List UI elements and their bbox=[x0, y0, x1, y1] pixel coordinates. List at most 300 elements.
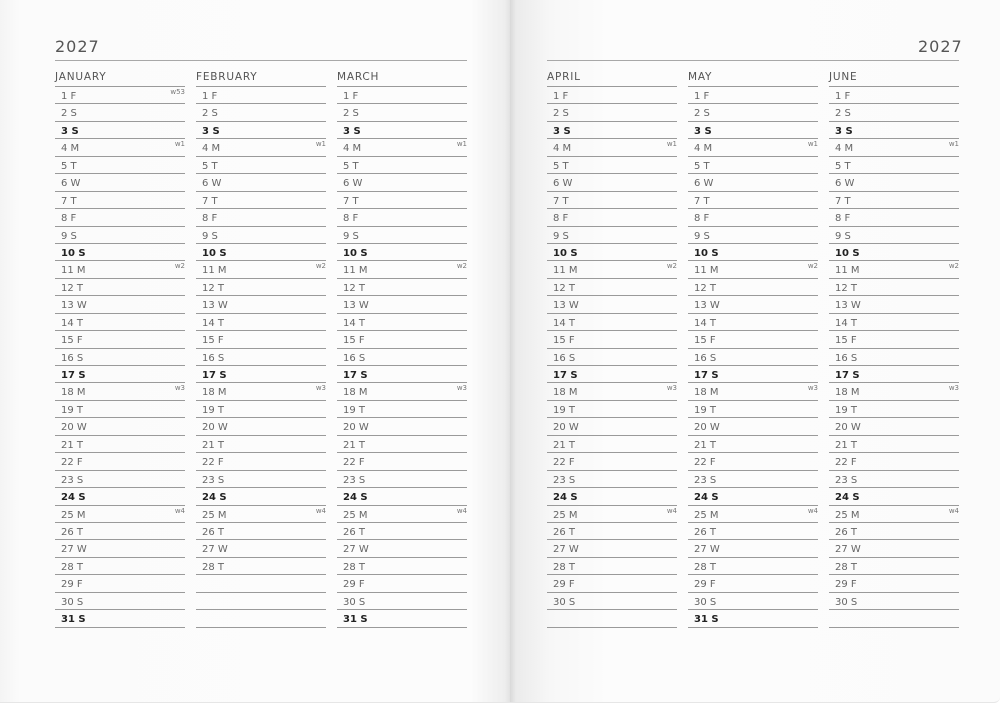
day-row bbox=[337, 348, 467, 365]
day-label: 11 M bbox=[553, 265, 578, 277]
day-label: 28 T bbox=[694, 561, 717, 573]
week-number: w53 bbox=[170, 88, 185, 96]
day-row bbox=[829, 417, 959, 434]
week-number: w3 bbox=[174, 384, 185, 393]
day-label: 28 T bbox=[835, 561, 858, 573]
week-number: w4 bbox=[807, 506, 818, 515]
day-label: 25 M bbox=[835, 509, 860, 521]
day-label: 27 W bbox=[694, 544, 720, 556]
week-number: w3 bbox=[315, 384, 326, 393]
day-label: 4 M bbox=[694, 143, 713, 155]
day-row bbox=[337, 103, 467, 120]
day-row bbox=[829, 609, 959, 626]
day-label: 3 S bbox=[202, 125, 220, 137]
day-label: 27 W bbox=[553, 544, 579, 556]
day-label: 22 F bbox=[835, 457, 857, 469]
day-row bbox=[688, 505, 818, 522]
day-label: 6 W bbox=[694, 178, 714, 190]
day-row bbox=[196, 574, 326, 591]
day-label: 25 M bbox=[694, 509, 719, 521]
day-row bbox=[55, 295, 185, 312]
day-row bbox=[547, 574, 677, 591]
day-label: 22 F bbox=[694, 457, 716, 469]
day-row bbox=[547, 138, 677, 155]
day-row bbox=[829, 435, 959, 452]
day-label: 9 S bbox=[694, 230, 710, 242]
day-label: 21 T bbox=[61, 439, 84, 451]
day-row bbox=[688, 330, 818, 347]
week-number: w3 bbox=[456, 384, 467, 393]
day-label: 29 F bbox=[553, 579, 575, 591]
day-label: 14 T bbox=[835, 317, 858, 329]
day-row bbox=[337, 505, 467, 522]
day-row bbox=[547, 348, 677, 365]
day-row bbox=[547, 226, 677, 243]
day-label: 21 T bbox=[202, 439, 225, 451]
day-row bbox=[547, 470, 677, 487]
day-label: 5 T bbox=[61, 160, 77, 172]
day-row bbox=[55, 173, 185, 190]
day-label: 4 M bbox=[61, 143, 80, 155]
day-row bbox=[337, 313, 467, 330]
day-label: 24 S bbox=[553, 492, 578, 504]
day-row bbox=[547, 609, 677, 626]
day-row bbox=[829, 522, 959, 539]
day-label: 11 M bbox=[343, 265, 368, 277]
day-row bbox=[688, 400, 818, 417]
day-label: 4 M bbox=[343, 143, 362, 155]
day-row bbox=[55, 505, 185, 522]
day-label: 21 T bbox=[343, 439, 366, 451]
day-row bbox=[688, 539, 818, 556]
day-label: 13 W bbox=[61, 300, 87, 312]
day-row bbox=[55, 121, 185, 138]
day-list bbox=[196, 86, 326, 628]
day-label: 28 T bbox=[343, 561, 366, 573]
day-row bbox=[829, 539, 959, 556]
day-row bbox=[547, 487, 677, 504]
day-row bbox=[337, 260, 467, 277]
week-number: w2 bbox=[807, 262, 818, 271]
day-row bbox=[829, 592, 959, 609]
day-row bbox=[55, 191, 185, 208]
day-label: 16 S bbox=[343, 352, 366, 364]
day-label: 27 W bbox=[202, 544, 228, 556]
day-row bbox=[688, 295, 818, 312]
day-row bbox=[547, 295, 677, 312]
day-label: 20 W bbox=[202, 422, 228, 434]
day-label: 18 M bbox=[694, 387, 719, 399]
week-number: w4 bbox=[315, 506, 326, 515]
day-label: 10 S bbox=[343, 247, 368, 259]
day-row bbox=[196, 382, 326, 399]
day-row bbox=[688, 452, 818, 469]
day-row bbox=[547, 330, 677, 347]
day-row bbox=[55, 138, 185, 155]
day-label: 11 M bbox=[202, 265, 227, 277]
day-row bbox=[55, 609, 185, 626]
day-row bbox=[196, 452, 326, 469]
day-row bbox=[337, 191, 467, 208]
day-label: 16 S bbox=[61, 352, 84, 364]
day-row bbox=[196, 609, 326, 626]
day-row bbox=[829, 191, 959, 208]
day-row bbox=[55, 103, 185, 120]
day-label: 26 T bbox=[202, 526, 225, 538]
day-label: 30 S bbox=[61, 596, 84, 608]
day-row bbox=[547, 435, 677, 452]
day-label: 19 T bbox=[553, 404, 576, 416]
day-row bbox=[547, 452, 677, 469]
day-label: 14 T bbox=[694, 317, 717, 329]
day-row bbox=[55, 487, 185, 504]
day-row bbox=[337, 435, 467, 452]
day-row bbox=[196, 417, 326, 434]
day-row bbox=[196, 522, 326, 539]
day-label: 23 S bbox=[694, 474, 717, 486]
day-row bbox=[547, 313, 677, 330]
day-row bbox=[337, 470, 467, 487]
day-label: 28 T bbox=[553, 561, 576, 573]
day-row bbox=[196, 156, 326, 173]
day-row bbox=[688, 382, 818, 399]
day-row bbox=[688, 260, 818, 277]
day-label: 1 F bbox=[553, 91, 569, 102]
month-bottom-rule bbox=[547, 627, 677, 628]
day-label: 13 W bbox=[343, 300, 369, 312]
day-row bbox=[547, 156, 677, 173]
day-label: 5 T bbox=[202, 160, 218, 172]
week-number: w3 bbox=[666, 384, 677, 393]
day-label: 26 T bbox=[343, 526, 366, 538]
day-label: 7 T bbox=[553, 195, 569, 207]
day-row bbox=[829, 138, 959, 155]
day-label: 3 S bbox=[343, 125, 361, 137]
day-row bbox=[337, 208, 467, 225]
day-row bbox=[196, 313, 326, 330]
day-row bbox=[196, 365, 326, 382]
day-label: 14 T bbox=[202, 317, 225, 329]
day-row bbox=[337, 609, 467, 626]
day-label: 30 S bbox=[343, 596, 366, 608]
day-label: 23 S bbox=[553, 474, 576, 486]
day-label: 18 M bbox=[835, 387, 860, 399]
week-number: w4 bbox=[948, 506, 959, 515]
day-label: 15 F bbox=[553, 335, 575, 347]
day-row bbox=[55, 592, 185, 609]
day-label: 12 T bbox=[202, 282, 225, 294]
day-row bbox=[547, 382, 677, 399]
day-row bbox=[829, 348, 959, 365]
month-bottom-rule bbox=[829, 627, 959, 628]
day-label: 9 S bbox=[343, 230, 359, 242]
day-label: 14 T bbox=[343, 317, 366, 329]
day-label: 29 F bbox=[61, 579, 83, 591]
day-row bbox=[55, 348, 185, 365]
day-row bbox=[55, 382, 185, 399]
day-row bbox=[829, 574, 959, 591]
day-row bbox=[55, 243, 185, 260]
day-label: 23 S bbox=[61, 474, 84, 486]
day-label: 28 T bbox=[61, 561, 84, 573]
day-row bbox=[55, 278, 185, 295]
day-label: 14 T bbox=[61, 317, 84, 329]
day-label: 6 W bbox=[343, 178, 363, 190]
week-number: w4 bbox=[666, 506, 677, 515]
day-row bbox=[829, 400, 959, 417]
month-name: MARCH bbox=[337, 71, 380, 83]
day-label: 4 M bbox=[835, 143, 854, 155]
day-row bbox=[337, 243, 467, 260]
day-label: 12 T bbox=[835, 282, 858, 294]
day-row bbox=[688, 121, 818, 138]
day-label: 15 F bbox=[343, 335, 365, 347]
day-label: 29 F bbox=[835, 579, 857, 591]
day-row bbox=[55, 208, 185, 225]
day-row bbox=[196, 470, 326, 487]
day-label: 9 S bbox=[61, 230, 77, 242]
day-row bbox=[547, 505, 677, 522]
day-row bbox=[196, 539, 326, 556]
day-row bbox=[829, 487, 959, 504]
day-row bbox=[829, 121, 959, 138]
day-label: 11 M bbox=[694, 265, 719, 277]
day-row bbox=[829, 505, 959, 522]
day-row bbox=[829, 86, 959, 103]
day-label: 31 S bbox=[694, 614, 719, 626]
day-row bbox=[55, 86, 185, 103]
day-label: 2 S bbox=[343, 108, 359, 120]
day-row bbox=[829, 295, 959, 312]
day-label: 10 S bbox=[202, 247, 227, 259]
month-name: JUNE bbox=[829, 71, 858, 83]
day-label: 10 S bbox=[553, 247, 578, 259]
day-row bbox=[688, 522, 818, 539]
day-row bbox=[829, 452, 959, 469]
day-row bbox=[196, 400, 326, 417]
day-row bbox=[547, 208, 677, 225]
day-label: 8 F bbox=[343, 213, 359, 225]
day-label: 27 W bbox=[61, 544, 87, 556]
day-row bbox=[547, 260, 677, 277]
day-label: 17 S bbox=[835, 370, 860, 381]
day-label: 5 T bbox=[553, 160, 569, 172]
day-label: 24 S bbox=[694, 492, 719, 504]
day-label: 4 M bbox=[553, 143, 572, 155]
day-label: 30 S bbox=[553, 596, 576, 608]
day-label: 23 S bbox=[343, 474, 366, 486]
day-label: 13 W bbox=[694, 300, 720, 312]
year-divider-left bbox=[55, 60, 467, 61]
day-label: 12 T bbox=[343, 282, 366, 294]
day-label: 22 F bbox=[553, 457, 575, 469]
day-label: 11 M bbox=[835, 265, 860, 277]
week-number: w4 bbox=[174, 506, 185, 515]
day-row bbox=[55, 557, 185, 574]
day-label: 6 W bbox=[202, 178, 222, 190]
day-label: 2 S bbox=[553, 108, 569, 120]
day-row bbox=[337, 278, 467, 295]
day-row bbox=[829, 260, 959, 277]
day-row bbox=[688, 487, 818, 504]
week-number: w2 bbox=[456, 262, 467, 271]
day-row bbox=[196, 173, 326, 190]
day-list bbox=[337, 86, 467, 628]
day-row bbox=[55, 260, 185, 277]
day-label: 24 S bbox=[835, 492, 860, 504]
day-label: 10 S bbox=[61, 247, 86, 259]
day-label: 21 T bbox=[553, 439, 576, 451]
day-label: 26 T bbox=[553, 526, 576, 538]
day-row bbox=[337, 592, 467, 609]
day-row bbox=[688, 243, 818, 260]
day-row bbox=[337, 487, 467, 504]
week-number: w2 bbox=[666, 262, 677, 271]
day-label: 17 S bbox=[343, 370, 368, 381]
day-label: 24 S bbox=[343, 492, 368, 504]
day-label: 2 S bbox=[694, 108, 710, 120]
month-column-june bbox=[829, 69, 959, 628]
day-row bbox=[337, 86, 467, 103]
day-row bbox=[829, 557, 959, 574]
day-label: 26 T bbox=[835, 526, 858, 538]
day-label: 8 F bbox=[835, 213, 851, 225]
day-row bbox=[55, 365, 185, 382]
year-divider-right bbox=[547, 60, 959, 61]
day-row bbox=[547, 191, 677, 208]
day-row bbox=[196, 191, 326, 208]
week-number: w4 bbox=[456, 506, 467, 515]
day-row bbox=[337, 226, 467, 243]
day-label: 3 S bbox=[553, 125, 571, 137]
day-label: 15 F bbox=[835, 335, 857, 347]
month-column-may bbox=[688, 69, 818, 628]
day-row bbox=[55, 330, 185, 347]
day-row bbox=[688, 470, 818, 487]
day-label: 12 T bbox=[553, 282, 576, 294]
day-label: 10 S bbox=[694, 247, 719, 259]
day-label: 16 S bbox=[835, 352, 858, 364]
day-label: 4 M bbox=[202, 143, 221, 155]
day-label: 22 F bbox=[343, 457, 365, 469]
day-row bbox=[55, 226, 185, 243]
day-label: 24 S bbox=[61, 492, 86, 504]
day-label: 29 F bbox=[343, 579, 365, 591]
day-label: 18 M bbox=[553, 387, 578, 399]
day-label: 1 F bbox=[61, 91, 77, 102]
month-column-march bbox=[337, 69, 467, 628]
day-row bbox=[196, 435, 326, 452]
day-label: 17 S bbox=[694, 370, 719, 381]
day-row bbox=[196, 330, 326, 347]
day-row bbox=[829, 382, 959, 399]
day-label: 13 W bbox=[202, 300, 228, 312]
day-list bbox=[547, 86, 677, 628]
day-row bbox=[547, 86, 677, 103]
day-row bbox=[337, 417, 467, 434]
day-row bbox=[337, 452, 467, 469]
day-label: 19 T bbox=[835, 404, 858, 416]
week-number: w1 bbox=[807, 140, 818, 149]
week-number: w2 bbox=[948, 262, 959, 271]
day-row bbox=[196, 226, 326, 243]
day-label: 25 M bbox=[61, 509, 86, 521]
day-label: 15 F bbox=[61, 335, 83, 347]
day-row bbox=[688, 313, 818, 330]
day-label: 30 S bbox=[835, 596, 858, 608]
day-row bbox=[196, 592, 326, 609]
day-row bbox=[547, 592, 677, 609]
day-label: 20 W bbox=[694, 422, 720, 434]
month-column-january bbox=[55, 69, 185, 628]
day-label: 8 F bbox=[694, 213, 710, 225]
day-row bbox=[55, 435, 185, 452]
day-row bbox=[688, 574, 818, 591]
day-row bbox=[55, 522, 185, 539]
day-row bbox=[55, 470, 185, 487]
day-label: 1 F bbox=[202, 91, 218, 102]
day-label: 17 S bbox=[553, 370, 578, 381]
day-label: 7 T bbox=[694, 195, 710, 207]
day-label: 2 S bbox=[835, 108, 851, 120]
day-row bbox=[196, 208, 326, 225]
day-label: 21 T bbox=[694, 439, 717, 451]
day-label: 16 S bbox=[694, 352, 717, 364]
day-label: 10 S bbox=[835, 247, 860, 259]
day-row bbox=[337, 539, 467, 556]
day-label: 31 S bbox=[343, 614, 368, 626]
day-row bbox=[337, 121, 467, 138]
day-row bbox=[688, 156, 818, 173]
day-row bbox=[829, 330, 959, 347]
day-row bbox=[547, 103, 677, 120]
day-label: 18 M bbox=[202, 387, 227, 399]
day-label: 13 W bbox=[553, 300, 579, 312]
day-row bbox=[196, 505, 326, 522]
day-row bbox=[196, 103, 326, 120]
day-row bbox=[547, 278, 677, 295]
day-label: 1 F bbox=[343, 91, 359, 102]
day-label: 7 T bbox=[343, 195, 359, 207]
week-number: w1 bbox=[948, 140, 959, 149]
day-label: 16 S bbox=[202, 352, 225, 364]
day-row bbox=[688, 557, 818, 574]
day-row bbox=[547, 121, 677, 138]
day-label: 19 T bbox=[202, 404, 225, 416]
month-column-february bbox=[196, 69, 326, 628]
day-row bbox=[196, 295, 326, 312]
day-label: 23 S bbox=[835, 474, 858, 486]
day-row bbox=[337, 365, 467, 382]
day-row bbox=[688, 348, 818, 365]
day-label: 19 T bbox=[694, 404, 717, 416]
day-row bbox=[829, 156, 959, 173]
day-list bbox=[688, 86, 818, 628]
day-row bbox=[829, 103, 959, 120]
day-label: 11 M bbox=[61, 265, 86, 277]
day-label: 5 T bbox=[835, 160, 851, 172]
day-label: 25 M bbox=[343, 509, 368, 521]
week-number: w2 bbox=[315, 262, 326, 271]
day-label: 18 M bbox=[61, 387, 86, 399]
week-number: w1 bbox=[666, 140, 677, 149]
day-label: 28 T bbox=[202, 561, 225, 573]
month-name: JANUARY bbox=[55, 71, 107, 83]
day-row bbox=[196, 243, 326, 260]
day-row bbox=[55, 156, 185, 173]
day-label: 15 F bbox=[202, 335, 224, 347]
day-label: 31 S bbox=[61, 614, 86, 626]
